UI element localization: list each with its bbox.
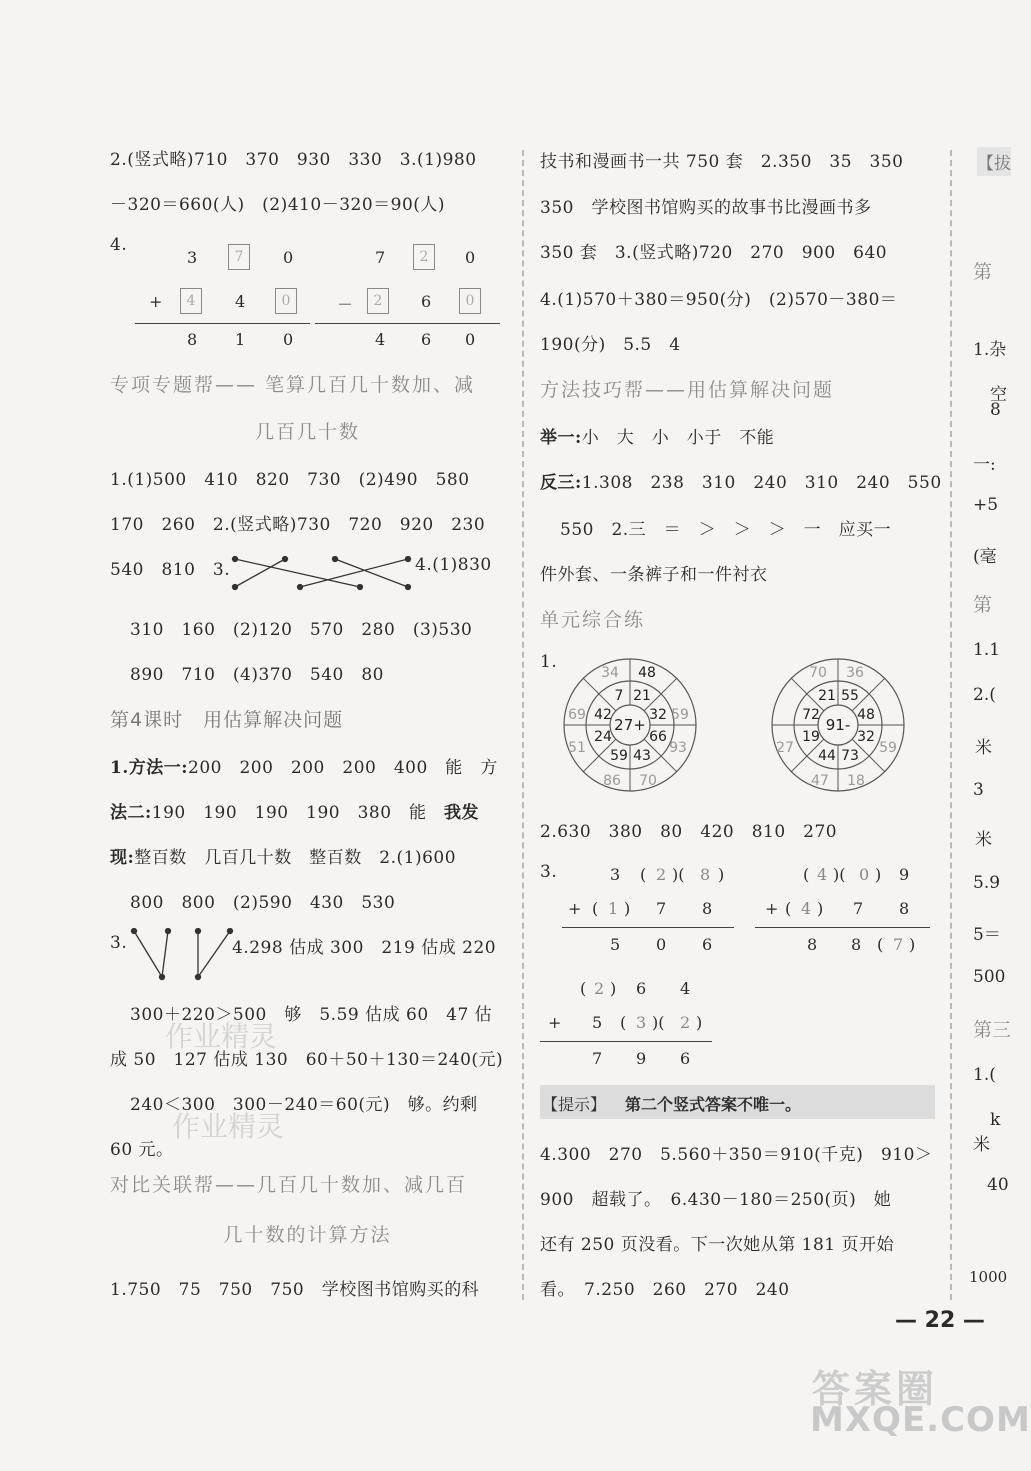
text-fragment: +5 xyxy=(973,495,999,515)
filled-digit: 0 xyxy=(859,865,870,884)
digit: 8 xyxy=(899,899,910,918)
tip-box xyxy=(540,1085,935,1119)
text-line: 550 2.三 ＝ ＞ ＞ ＞ 一 应买一 xyxy=(560,520,892,540)
wheel-inner: 55 xyxy=(841,688,859,704)
wheel-inner: 7 xyxy=(614,688,624,704)
vertical-addition xyxy=(562,857,734,967)
text-line: 540 810 3. xyxy=(110,560,231,580)
digit: 6 xyxy=(421,292,432,311)
text-fragment: 米 xyxy=(975,830,992,850)
vertical-subtraction xyxy=(315,240,500,350)
wheel-outer: 48 xyxy=(638,665,656,681)
bracket: ( xyxy=(640,865,647,884)
text-fragment: 5.9 xyxy=(973,873,1001,893)
wheel-outer: 69 xyxy=(568,707,586,723)
digit: 6 xyxy=(680,1049,691,1068)
column-divider xyxy=(950,150,952,1300)
label: 法二: xyxy=(110,803,152,823)
wheel-inner: 32 xyxy=(649,707,667,723)
digit: 5 xyxy=(592,1013,603,1032)
text-line: 190(分) 5.5 4 xyxy=(540,335,681,355)
label: 反三: xyxy=(540,473,582,493)
wheel-inner: 24 xyxy=(594,729,612,745)
text-fragment: 2.( xyxy=(973,685,996,705)
matching-lines-diagram xyxy=(230,553,415,595)
wheel-center: 27+ xyxy=(614,716,646,734)
wheel-outer: 34 xyxy=(601,665,619,681)
text-line: 170 260 2.(竖式略)730 720 920 230 xyxy=(110,515,486,535)
wheel-inner: 44 xyxy=(818,748,836,764)
question-number: 3. xyxy=(540,862,558,882)
text-line: 2.(竖式略)710 370 930 330 3.(1)980 xyxy=(110,150,477,170)
text-line: 890 710 (4)370 540 80 xyxy=(130,665,385,685)
answer-box: 2 xyxy=(413,244,435,270)
vertical-addition xyxy=(755,857,930,967)
bracket: )( xyxy=(833,865,846,884)
bracket: ( xyxy=(877,935,884,954)
wheel-inner: 48 xyxy=(857,707,875,723)
text-fragment: 米 xyxy=(975,738,992,758)
plus-sign: + xyxy=(548,1013,562,1032)
text-line xyxy=(110,798,479,823)
text-fragment: k xyxy=(990,1110,1001,1130)
section-heading: 几十数的计算方法 xyxy=(223,1224,392,1246)
digit: 0 xyxy=(283,248,294,267)
plus-sign: + xyxy=(149,292,163,311)
wheel-outer: 70 xyxy=(809,665,827,681)
filled-digit: 8 xyxy=(700,865,711,884)
watermark-site: MXQE.COM xyxy=(810,1400,1031,1440)
sum-line xyxy=(540,1041,712,1042)
number-wheel-2 xyxy=(768,655,908,795)
digit: 8 xyxy=(851,935,862,954)
wheel-outer: 47 xyxy=(811,773,829,789)
text-fragment: 5＝ xyxy=(973,925,1001,945)
text-line xyxy=(110,753,498,778)
filled-digit: 4 xyxy=(817,865,828,884)
filled-digit: 2 xyxy=(680,1013,691,1032)
answer-box: 0 xyxy=(275,288,297,314)
text-line: 成 50 127 估成 130 60＋50＋130＝240(元) xyxy=(110,1050,504,1070)
text-line: 1.(1)500 410 820 730 (2)490 580 xyxy=(110,470,470,490)
text-line: 900 超载了。 6.430－180＝250(页) 她 xyxy=(540,1190,892,1210)
filled-digit: 2 xyxy=(594,979,605,998)
label: 举一: xyxy=(540,428,582,448)
text: 小 大 小 小于 不能 xyxy=(581,428,775,448)
wheel-inner: 66 xyxy=(649,729,667,745)
digit: 8 xyxy=(187,330,198,349)
bracket: ( xyxy=(803,865,810,884)
bracket: )( xyxy=(672,865,685,884)
text-fragment: 8 xyxy=(990,400,1001,420)
label: 我发 xyxy=(444,803,480,823)
digit: 5 xyxy=(610,935,621,954)
section-heading: 对比关联帮——几百几十数加、减几百 xyxy=(110,1174,468,1196)
digit: 0 xyxy=(656,935,667,954)
bracket: ( xyxy=(785,899,792,918)
digit: 9 xyxy=(636,1049,647,1068)
section-heading: 几百几十数 xyxy=(254,421,360,443)
wheel-inner: 42 xyxy=(594,707,612,723)
text-line: 看。 7.250 260 270 240 xyxy=(540,1280,790,1300)
column-divider xyxy=(522,150,524,1300)
text-line: 350 套 3.(竖式略)720 270 900 640 xyxy=(540,243,888,263)
wheel-outer: 59 xyxy=(671,707,689,723)
wheel-outer: 70 xyxy=(639,773,657,789)
wheel-outer: 51 xyxy=(568,740,586,756)
text-fragment: 40 xyxy=(987,1175,1009,1195)
filled-digit: 4 xyxy=(801,899,812,918)
sum-line xyxy=(755,927,930,928)
wheel-outer: 18 xyxy=(847,773,865,789)
text-line: 技书和漫画书一共 750 套 2.350 35 350 xyxy=(540,152,904,172)
text-fragment: 500 xyxy=(973,967,1006,987)
text-line: 800 800 (2)590 430 530 xyxy=(130,893,396,913)
digit: 4 xyxy=(680,979,691,998)
question-number: 4. xyxy=(110,235,128,255)
digit: 7 xyxy=(375,248,386,267)
page-number: — 22 — xyxy=(895,1308,985,1333)
digit: 7 xyxy=(853,899,864,918)
digit: 7 xyxy=(656,899,667,918)
section-heading: 专项专题帮—— 笔算几百几十数加、减 xyxy=(110,374,476,396)
text-line xyxy=(540,423,774,448)
filled-digit: 3 xyxy=(636,1013,647,1032)
text-line: 4.(1)830 xyxy=(415,555,492,575)
section-heading: 单元综合练 xyxy=(540,609,646,631)
vertical-addition xyxy=(540,973,712,1078)
watermark-logo: 答案圈 xyxy=(812,1367,939,1411)
text-fragment: 【拔 xyxy=(977,147,1011,176)
bracket: ) xyxy=(696,1013,703,1032)
filled-digit: 7 xyxy=(893,935,904,954)
digit: 8 xyxy=(807,935,818,954)
wheel-outer: 36 xyxy=(846,665,864,681)
text-fragment: 空 xyxy=(990,385,1007,405)
text-line: 350 学校图书馆购买的故事书比漫画书多 xyxy=(540,198,872,218)
text-fragment: 1.杂 xyxy=(973,340,1007,360)
text-line: 件外套、一条裤子和一件衬衣 xyxy=(540,565,768,585)
lesson-title: 第4课时 用估算解决问题 xyxy=(110,709,344,731)
text-line: 4.(1)570＋380＝950(分) (2)570－380＝ xyxy=(540,290,898,310)
plus-sign: + xyxy=(568,899,582,918)
wheel-inner: 21 xyxy=(818,688,836,704)
difference-line xyxy=(315,323,500,324)
sum-line xyxy=(562,927,734,928)
text: 200 200 200 200 400 能 方 xyxy=(188,758,498,778)
wheel-outer: 27 xyxy=(776,740,794,756)
text-line: 240＜300 300－240＝60(元) 够。约剩 xyxy=(130,1095,478,1115)
text-fragment: 第 xyxy=(973,594,993,616)
answer-box: 4 xyxy=(180,288,202,314)
connecting-lines-diagram xyxy=(128,923,238,985)
watermark: 作业精灵 xyxy=(172,1110,285,1143)
text-fragment: 米 xyxy=(973,1135,990,1155)
text-line: 4.300 270 5.560＋350＝910(千克) 910＞ xyxy=(540,1145,933,1165)
text-line: 1.750 75 750 750 学校图书馆购买的科 xyxy=(110,1280,480,1300)
wheel-inner: 72 xyxy=(802,707,820,723)
digit: 6 xyxy=(421,330,432,349)
answer-box: 2 xyxy=(367,288,389,314)
text-line: 3. xyxy=(110,933,128,953)
minus-sign: － xyxy=(337,295,354,314)
text-line xyxy=(110,843,456,868)
bracket: ( xyxy=(620,1013,627,1032)
text-line: 310 160 (2)120 570 280 (3)530 xyxy=(130,620,473,640)
digit: 0 xyxy=(465,248,476,267)
question-number: 1. xyxy=(540,652,558,672)
text-fragment: (毫 xyxy=(973,547,997,567)
text-fragment: 1000 xyxy=(969,1268,1008,1286)
wheel-inner: 21 xyxy=(633,688,651,704)
text-line: －320＝660(人) (2)410－320＝90(人) xyxy=(110,195,446,215)
bracket: ) xyxy=(718,865,725,884)
bracket: ) xyxy=(610,979,617,998)
bracket: ( xyxy=(580,979,587,998)
text-line: 60 元。 xyxy=(110,1140,174,1160)
wheel-outer: 86 xyxy=(603,773,621,789)
section-heading: 方法技巧帮——用估算解决问题 xyxy=(540,379,835,401)
digit: 3 xyxy=(187,248,198,267)
text-fragment: 第 xyxy=(973,261,993,283)
wheel-outer: 59 xyxy=(879,740,897,756)
digit: 4 xyxy=(235,292,246,311)
text: 整百数 几百几十数 整百数 2.(1)600 xyxy=(134,848,457,868)
digit: 6 xyxy=(702,935,713,954)
text-fragment: 一: xyxy=(973,455,996,475)
label: 1.方法一: xyxy=(110,758,189,778)
text-line: 300＋220＞500 够 5.59 估成 60 47 估 xyxy=(130,1005,493,1025)
text-line: 4.298 估成 300 219 估成 220 xyxy=(232,938,497,958)
bracket: ) xyxy=(817,899,824,918)
bracket: ) xyxy=(909,935,916,954)
number-wheel-1 xyxy=(560,655,700,795)
text-fragment: 3 xyxy=(973,780,984,800)
wheel-inner: 19 xyxy=(802,729,820,745)
digit: 1 xyxy=(235,330,246,349)
digit: 0 xyxy=(283,330,294,349)
wheel-outer: 93 xyxy=(669,740,687,756)
digit: 6 xyxy=(636,979,647,998)
sum-line xyxy=(135,323,310,324)
wheel-inner: 43 xyxy=(633,748,651,764)
answer-box: 7 xyxy=(228,244,250,270)
digit: 0 xyxy=(465,330,476,349)
plus-sign: + xyxy=(765,899,779,918)
bracket: ) xyxy=(875,865,882,884)
wheel-inner: 32 xyxy=(857,729,875,745)
watermark: 作业精灵 xyxy=(165,1020,278,1053)
digit: 3 xyxy=(610,865,621,884)
text: 190 190 190 190 380 能 xyxy=(151,803,445,823)
filled-digit: 2 xyxy=(656,865,667,884)
label: 现: xyxy=(110,848,135,868)
text-fragment: 1.1 xyxy=(973,640,1001,660)
digit: 4 xyxy=(375,330,386,349)
wheel-inner: 73 xyxy=(841,748,859,764)
text-line: 还有 250 页没看。下一次她从第 181 页开始 xyxy=(540,1235,895,1255)
text-fragment: 1.( xyxy=(973,1065,996,1085)
digit: 9 xyxy=(899,865,910,884)
digit: 8 xyxy=(702,899,713,918)
vertical-addition xyxy=(135,240,310,350)
text-line: 2.630 380 80 420 810 270 xyxy=(540,822,838,842)
bracket: ) xyxy=(624,899,631,918)
text-line xyxy=(540,468,942,493)
text: 1.308 238 310 240 310 240 550 xyxy=(581,473,942,493)
tip-label: 【提示】 xyxy=(542,1095,607,1114)
tip-text: 第二个竖式答案不唯一。 xyxy=(625,1095,802,1114)
answer-box: 0 xyxy=(459,288,481,314)
bracket: ( xyxy=(592,899,599,918)
wheel-inner: 59 xyxy=(610,748,628,764)
filled-digit: 1 xyxy=(608,899,619,918)
right-column-cropped xyxy=(965,135,1012,1295)
text-fragment: 第三 xyxy=(973,1019,1012,1041)
bracket: )( xyxy=(652,1013,665,1032)
digit: 7 xyxy=(592,1049,603,1068)
wheel-center: 91- xyxy=(825,716,851,734)
